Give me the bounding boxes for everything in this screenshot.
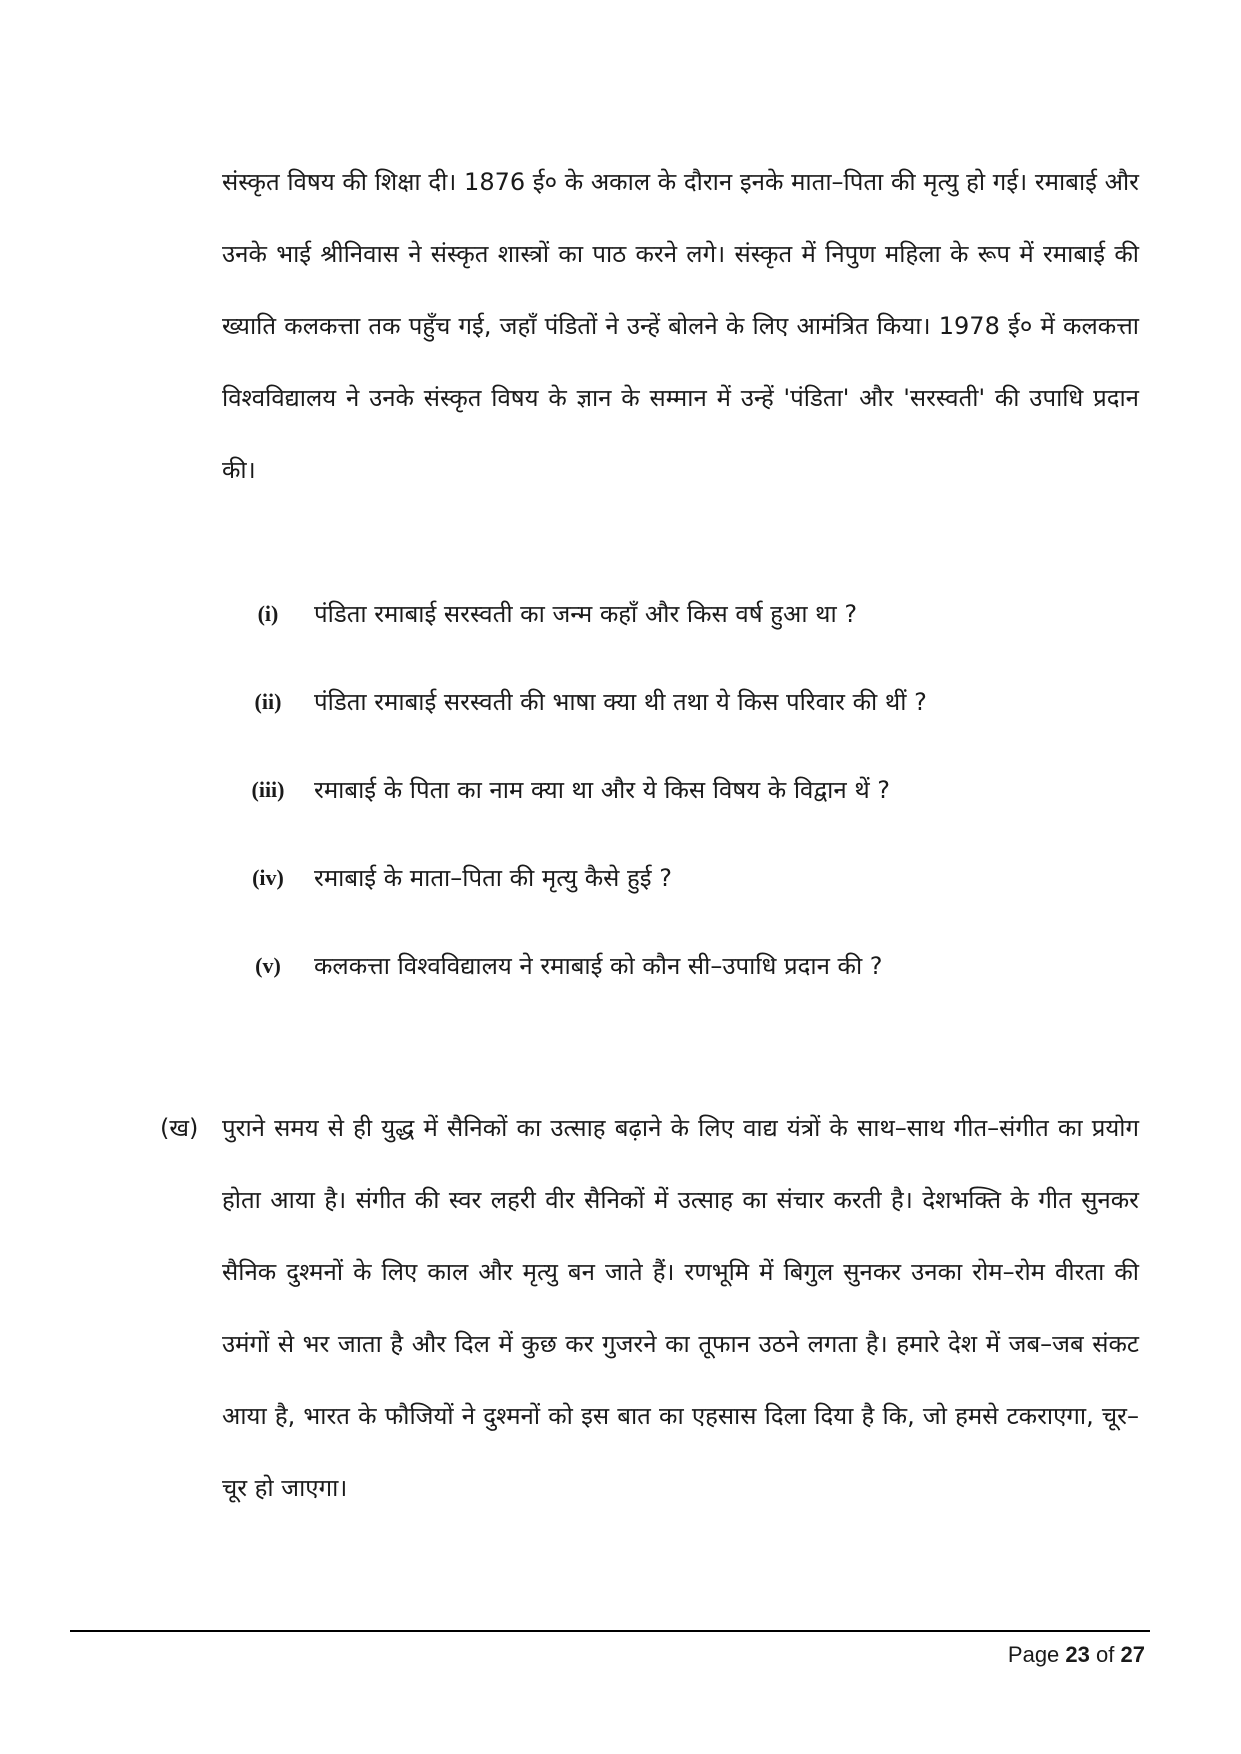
question-item	[222, 942, 1139, 1030]
question-list	[222, 590, 1139, 1030]
page-label: Page	[1007, 1642, 1060, 1667]
page-of: of	[1096, 1642, 1115, 1667]
question-text: पंडिता रमाबाई सरस्वती की भाषा क्या थी तथा ये किस परिवार की थीं ?	[314, 688, 927, 716]
question-number: (iv)	[252, 865, 284, 890]
page-footer	[1008, 1642, 1145, 1668]
question-number: (i)	[257, 601, 279, 626]
passage-paragraph-2: पुराने समय से ही युद्ध में सैनिकों का उत्साह बढ़ाने के लिए वाद्य यंत्रों के साथ–साथ गीत–संगीत का प्रयोग होता आया है। संगीत की स्वर लहरी वीर सैनिकों में उत्साह का संचार करती है। देशभक्ति के गीत सुनकर सैनिक दुश्मनों के लिए काल और मृत्यु बन जाते हैं। रणभूमि में बिगुल सुनकर उनका रोम–रोम वीरता की उमंगों से भर जाता है और दिल में कुछ कर गुजरने का तूफान उठने लगता है। हमारे देश में जब–जब संकट आया है, भारत के फौजियों ने दुश्मनों को इस बात का एहसास दिला दिया है कि, जो हमसे टकराएगा, चूर–चूर हो जाएगा।	[222, 1114, 1139, 1502]
question-item	[222, 766, 1139, 854]
question-text: रमाबाई के माता–पिता की मृत्यु कैसे हुई ?	[314, 864, 672, 892]
question-item	[222, 854, 1139, 942]
footer-divider	[70, 1630, 1150, 1632]
section-label: (ख)	[160, 1114, 199, 1142]
question-text: कलकत्ता विश्वविद्यालय ने रमाबाई को कौन सी–उपाधि प्रदान की ?	[314, 952, 883, 980]
question-text: पंडिता रमाबाई सरस्वती का जन्म कहाँ और किस वर्ष हुआ था ?	[314, 600, 858, 628]
page-total: 27	[1120, 1642, 1145, 1667]
question-number: (ii)	[254, 689, 282, 714]
question-text: रमाबाई के पिता का नाम क्या था और ये किस विषय के विद्वान थें ?	[314, 776, 891, 804]
question-item	[222, 590, 1139, 678]
question-item	[222, 678, 1139, 766]
page-current: 23	[1065, 1642, 1090, 1667]
question-number: (v)	[255, 953, 281, 978]
passage-paragraph-1: संस्कृत विषय की शिक्षा दी। 1876 ई० के अकाल के दौरान इनके माता–पिता की मृत्यु हो गई। रमाबाई और उनके भाई श्रीनिवास ने संस्कृत शास्त्रों का पाठ करने लगे। संस्कृत में निपुण महिला के रूप में रमाबाई की ख्याति कलकत्ता तक पहुँच गई, जहाँ पंडितों ने उन्हें बोलने के लिए आमंत्रित किया। 1978 ई० में कलकत्ता विश्वविद्यालय ने उनके संस्कृत विषय के ज्ञान के सम्मान में उन्हें 'पंडिता' और 'सरस्वती' की उपाधि प्रदान की।	[222, 168, 1139, 484]
question-number: (iii)	[251, 777, 285, 802]
